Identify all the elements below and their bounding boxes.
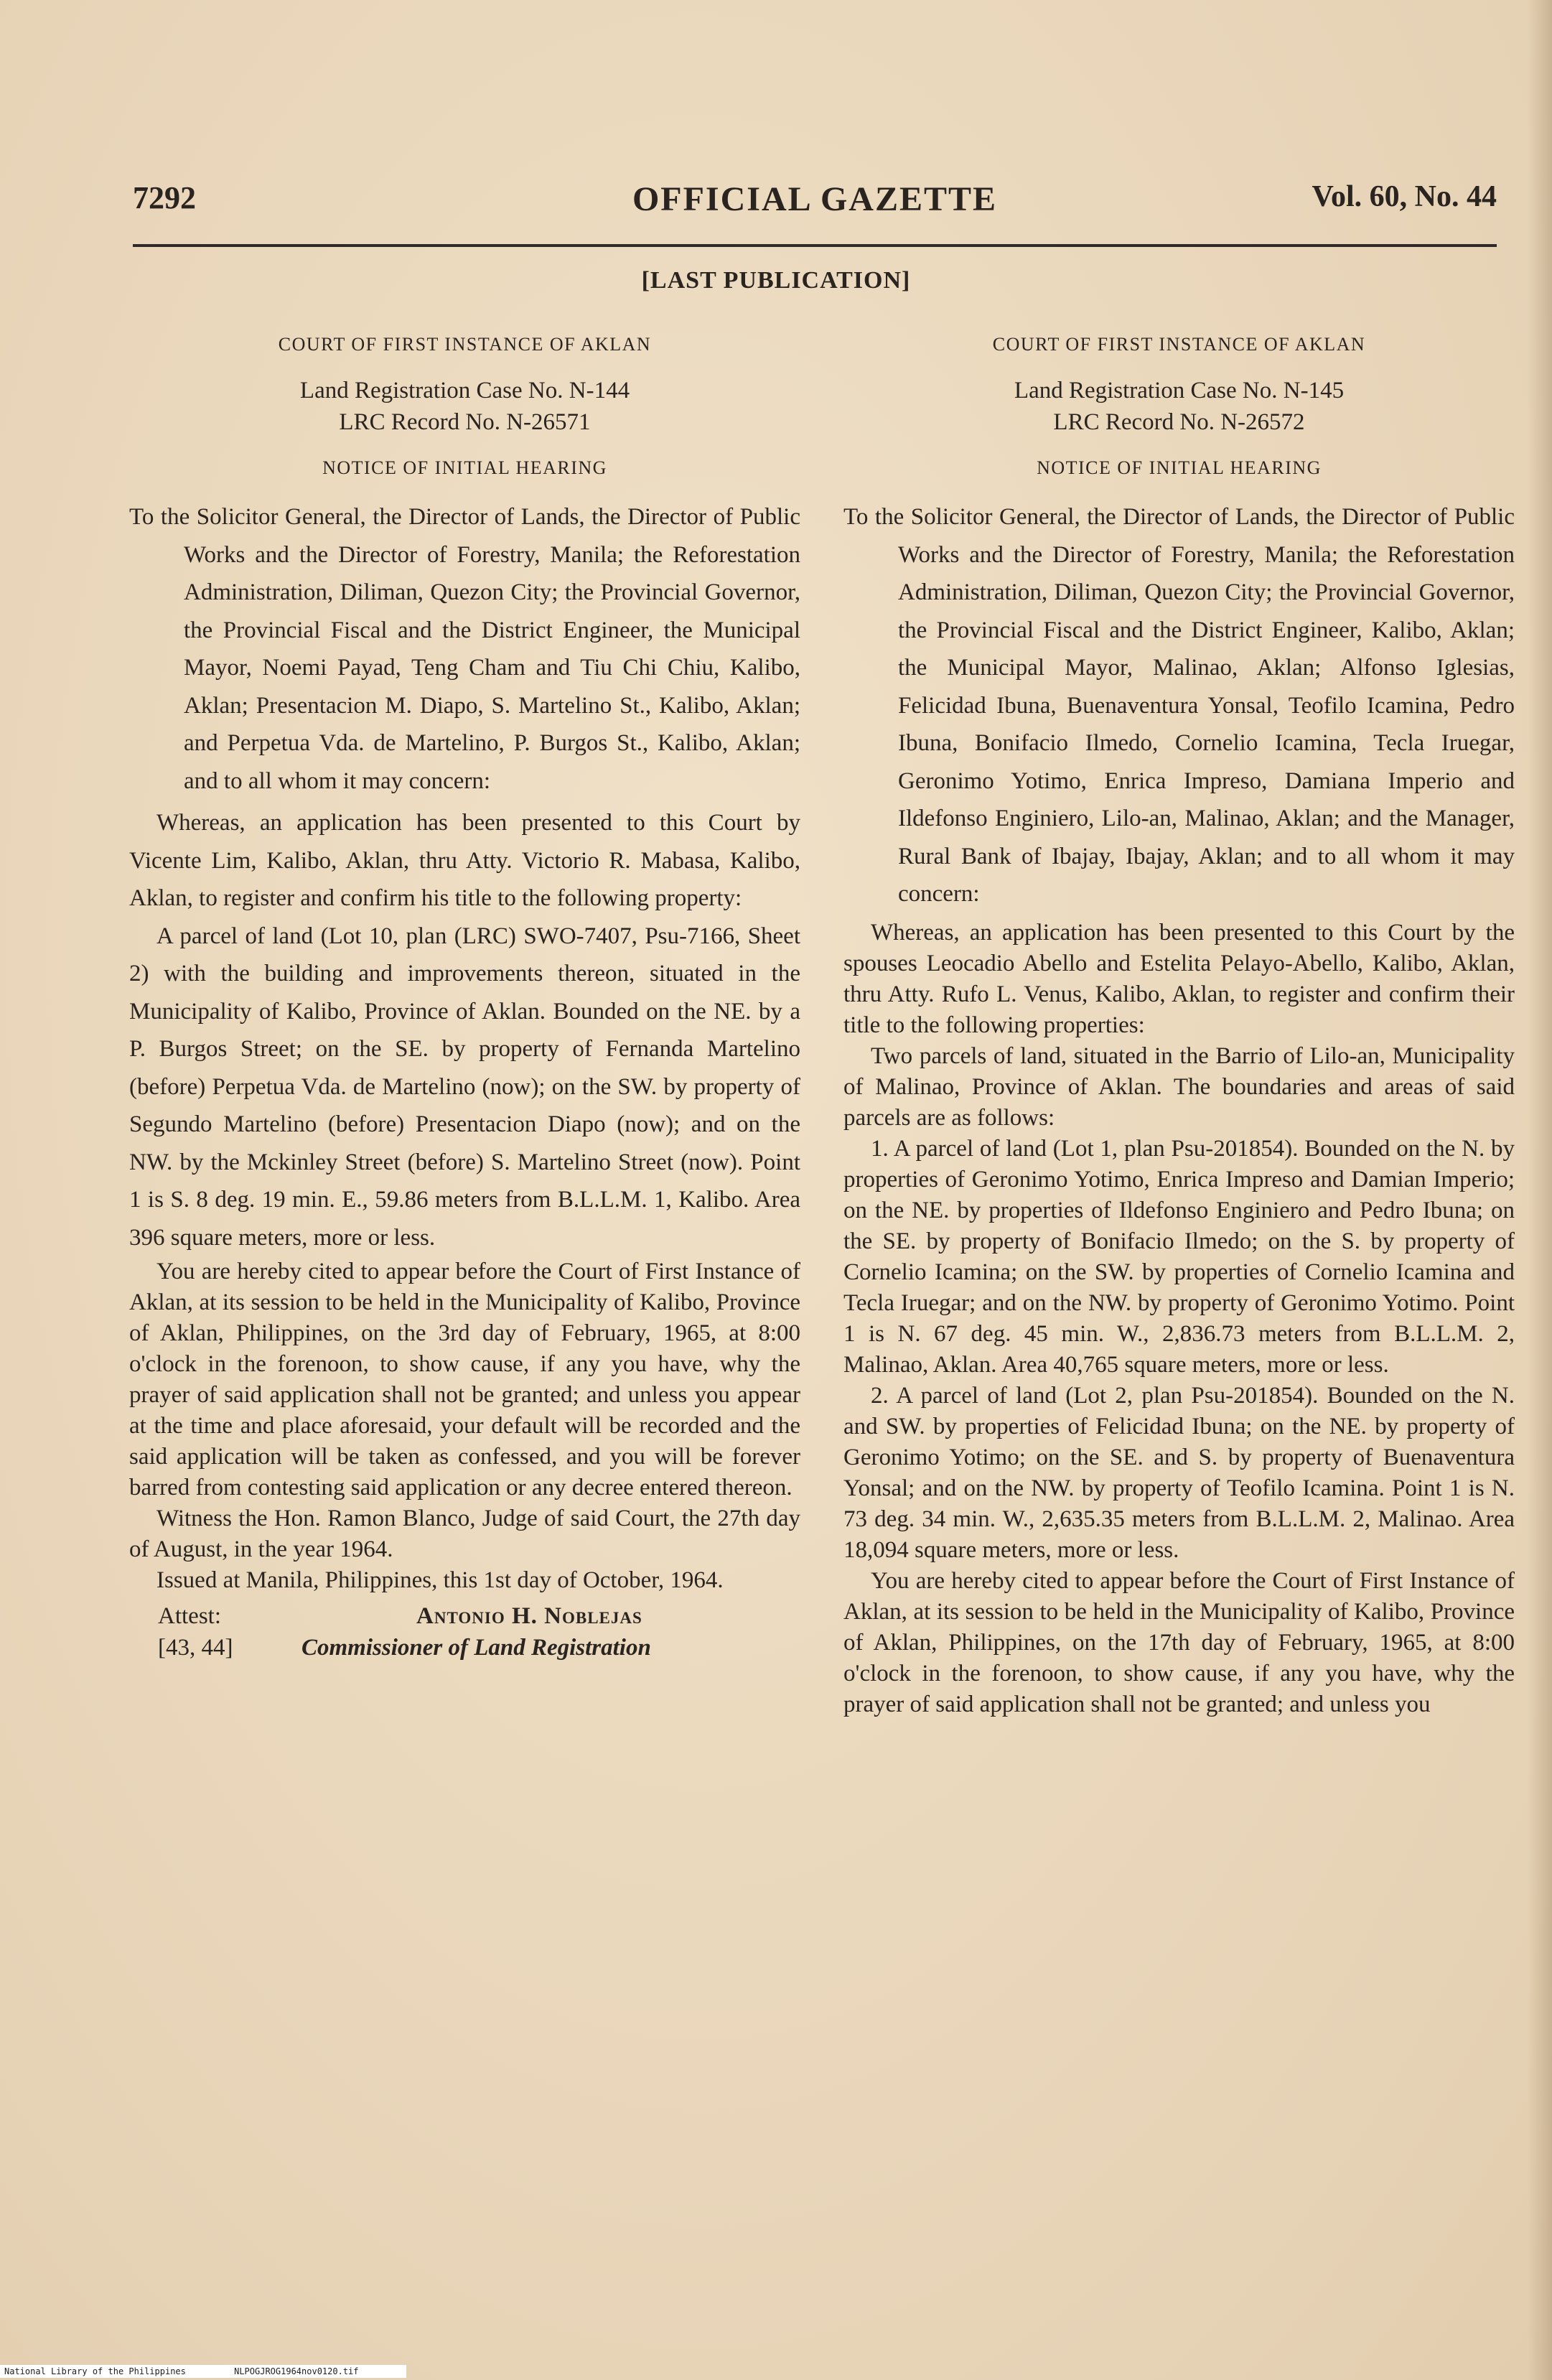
parcel-description: A parcel of land (Lot 10, plan (LRC) SWO-7407, Psu-7166, Sheet 2) with the building and improvements thereon, situated in the Municipality of Kalibo, Province of Aklan. Bounded on the NE. by a P. Burgos Street; on the SE. by property of Fernanda Martelino (before) Perpetua Vda. de Martelino (now); on the SW. by property of Segundo Martelino (before) Presentacion Diapo (now); and on the NW. by the Mckinley Street (before) S. Martelino Street (now). Point 1 is S. 8 deg. 19 min. E., 59.86 meters from B.L.L.M. 1, Kalibo. Area 396 square meters, more or less. [129, 923, 800, 1251]
issued-paragraph: Issued at Manila, Philippines, this 1st day of October, 1964. [156, 1567, 724, 1593]
record-number: LRC Record No. N-26571 [339, 409, 591, 435]
last-publication-banner: [LAST PUBLICATION] [641, 267, 911, 294]
signature-block [129, 1600, 800, 1665]
addressee-paragraph: To the Solicitor General, the Director of Lands, the Director of Public Works and the Director of Forestry, Manila; the Reforestation Administration, Diliman, Quezon City; the Provincial Governor, the Provincial Fiscal and the District Engineer, the Municipal Mayor, Noemi Payad, Teng Cham and Tiu Chi Chiu, Kalibo, Aklan; Presentacion M. Diapo, S. Martelino St., Kalibo, Aklan; and Perpetua Vda. de Martelino, P. Burgos St., Kalibo, Aklan; and to all whom it may concern: [129, 504, 800, 794]
witness-paragraph: Witness the Hon. Ramon Blanco, Judge of said Court, the 27th day of August, in the year 1964. [129, 1506, 800, 1562]
parcel-two: 2. A parcel of land (Lot 2, plan Psu-201854). Bounded on the N. and SW. by properties of Felicidad Ibuna; on the NE. by property of Geronimo Yotimo; on the SE. and S. by property of Buenaventura Yonsal; and on the NW. by property of Teofilo Icamina. Point 1 is N. 73 deg. 34 min. W., 2,635.35 meters from B.L.L.M. 2, Malinao. Area 18,094 square meters, more or less. [843, 1382, 1515, 1563]
citation-paragraph: You are hereby cited to appear before the Court of First Instance of Aklan, at its session to be held in the Municipality of Kalibo, Province of Aklan, Philippines, on the 3rd day of February, 1965, at 8:00 o'clock in the forenoon, to show cause, if any you have, why the prayer of said application shall not be granted; and unless you appear at the time and place aforesaid, your default will be recorded and the said application will be taken as confessed, and you will be forever barred from contesting said application or any decree entered thereon. [129, 1259, 800, 1501]
volume-issue: Vol. 60, No. 44 [1312, 180, 1497, 213]
whereas-paragraph: Whereas, an application has been presented to this Court by Vicente Lim, Kalibo, Aklan, thru Atty. Victorio R. Mabasa, Kalibo, Aklan, to register and confirm his title to the following property: [129, 810, 800, 911]
file-name: NLPOGJROG1964nov0120.tif [234, 2366, 359, 2376]
page-spine-shadow [1528, 0, 1552, 2380]
notice-heading: NOTICE OF INITIAL HEARING [322, 457, 607, 478]
left-column [129, 330, 800, 1665]
court-heading: COURT OF FIRST INSTANCE OF AKLAN [992, 334, 1366, 355]
library-credit: National Library of the Philippines [4, 2366, 186, 2376]
issue-refs: [43, 44] [158, 1635, 233, 1661]
notice-heading: NOTICE OF INITIAL HEARING [1037, 457, 1322, 478]
header-rule [133, 244, 1497, 247]
signer-name: Antonio H. Noblejas [416, 1603, 642, 1629]
parcel-one: 1. A parcel of land (Lot 1, plan Psu-201854). Bounded on the N. by properties of Geronimo Yotimo, Enrica Impreso and Damian Imperio; on the NE. by properties of Ildefonso Enginiero and Pedro Ibuna; on the SE. by property of Bonifacio Ilmedo; on the S. by property of Cornelio Icamina; on the SW. by properties of Cornelio Icamina and Tecla Iruegar; and on the NW. by property of Geronimo Yotimo. Point 1 is N. 67 deg. 45 min. W., 2,836.73 meters from B.L.L.M. 2, Malinao, Aklan. Area 40,765 square meters, more or less. [843, 1135, 1515, 1378]
case-number: Land Registration Case No. N-144 [299, 378, 630, 403]
page-header [133, 179, 1497, 237]
scan-footer [0, 2365, 406, 2378]
record-number: LRC Record No. N-26572 [1053, 409, 1305, 435]
case-number: Land Registration Case No. N-145 [1014, 378, 1345, 403]
attest-label: Attest: [158, 1603, 221, 1629]
citation-paragraph: You are hereby cited to appear before the Court of First Instance of Aklan, at its session to be held in the Municipality of Kalibo, Province of Aklan, Philippines, on the 17th day of February, 1965, at 8:00 o'clock in the forenoon, to show cause, if any you have, why the prayer of said application shall not be granted; and unless you [843, 1567, 1515, 1717]
publication-title: OFFICIAL GAZETTE [632, 180, 998, 218]
addressee-paragraph: To the Solicitor General, the Director of Lands, the Director of Public Works and the Director of Forestry, Manila; the Reforestation Administration, Diliman, Quezon City; the Provincial Governor, the Provincial Fiscal and the District Engineer, Kalibo, Aklan; the Municipal Mayor, Malinao, Aklan; Alfonso Iglesias, Felicidad Ibuna, Buenaventura Yonsal, Teofilo Icamina, Pedro Ibuna, Bonifacio Ilmedo, Cornelio Icamina, Tecla Iruegar, Geronimo Yotimo, Enrica Impreso, Damiana Imperio and Ildefonso Enginiero, Lilo-an, Malinao, Aklan; and the Manager, Rural Bank of Ibajay, Ibajay, Aklan; and to all whom it may concern: [843, 504, 1515, 907]
page-number: 7292 [133, 180, 196, 215]
parcels-intro: Two parcels of land, situated in the Barrio of Lilo-an, Municipality of Malinao, Province of Aklan. The boundaries and areas of said parcels are as follows: [843, 1042, 1515, 1131]
court-heading: COURT OF FIRST INSTANCE OF AKLAN [278, 334, 652, 355]
whereas-paragraph: Whereas, an application has been presented to this Court by the spouses Leocadio Abello and Estelita Pelayo-Abello, Kalibo, Aklan, thru Atty. Rufo L. Venus, Kalibo, Aklan, to register and confirm their title to the following properties: [843, 919, 1515, 1038]
signer-title: Commissioner of Land Registration [301, 1635, 651, 1661]
right-column [843, 330, 1515, 1720]
